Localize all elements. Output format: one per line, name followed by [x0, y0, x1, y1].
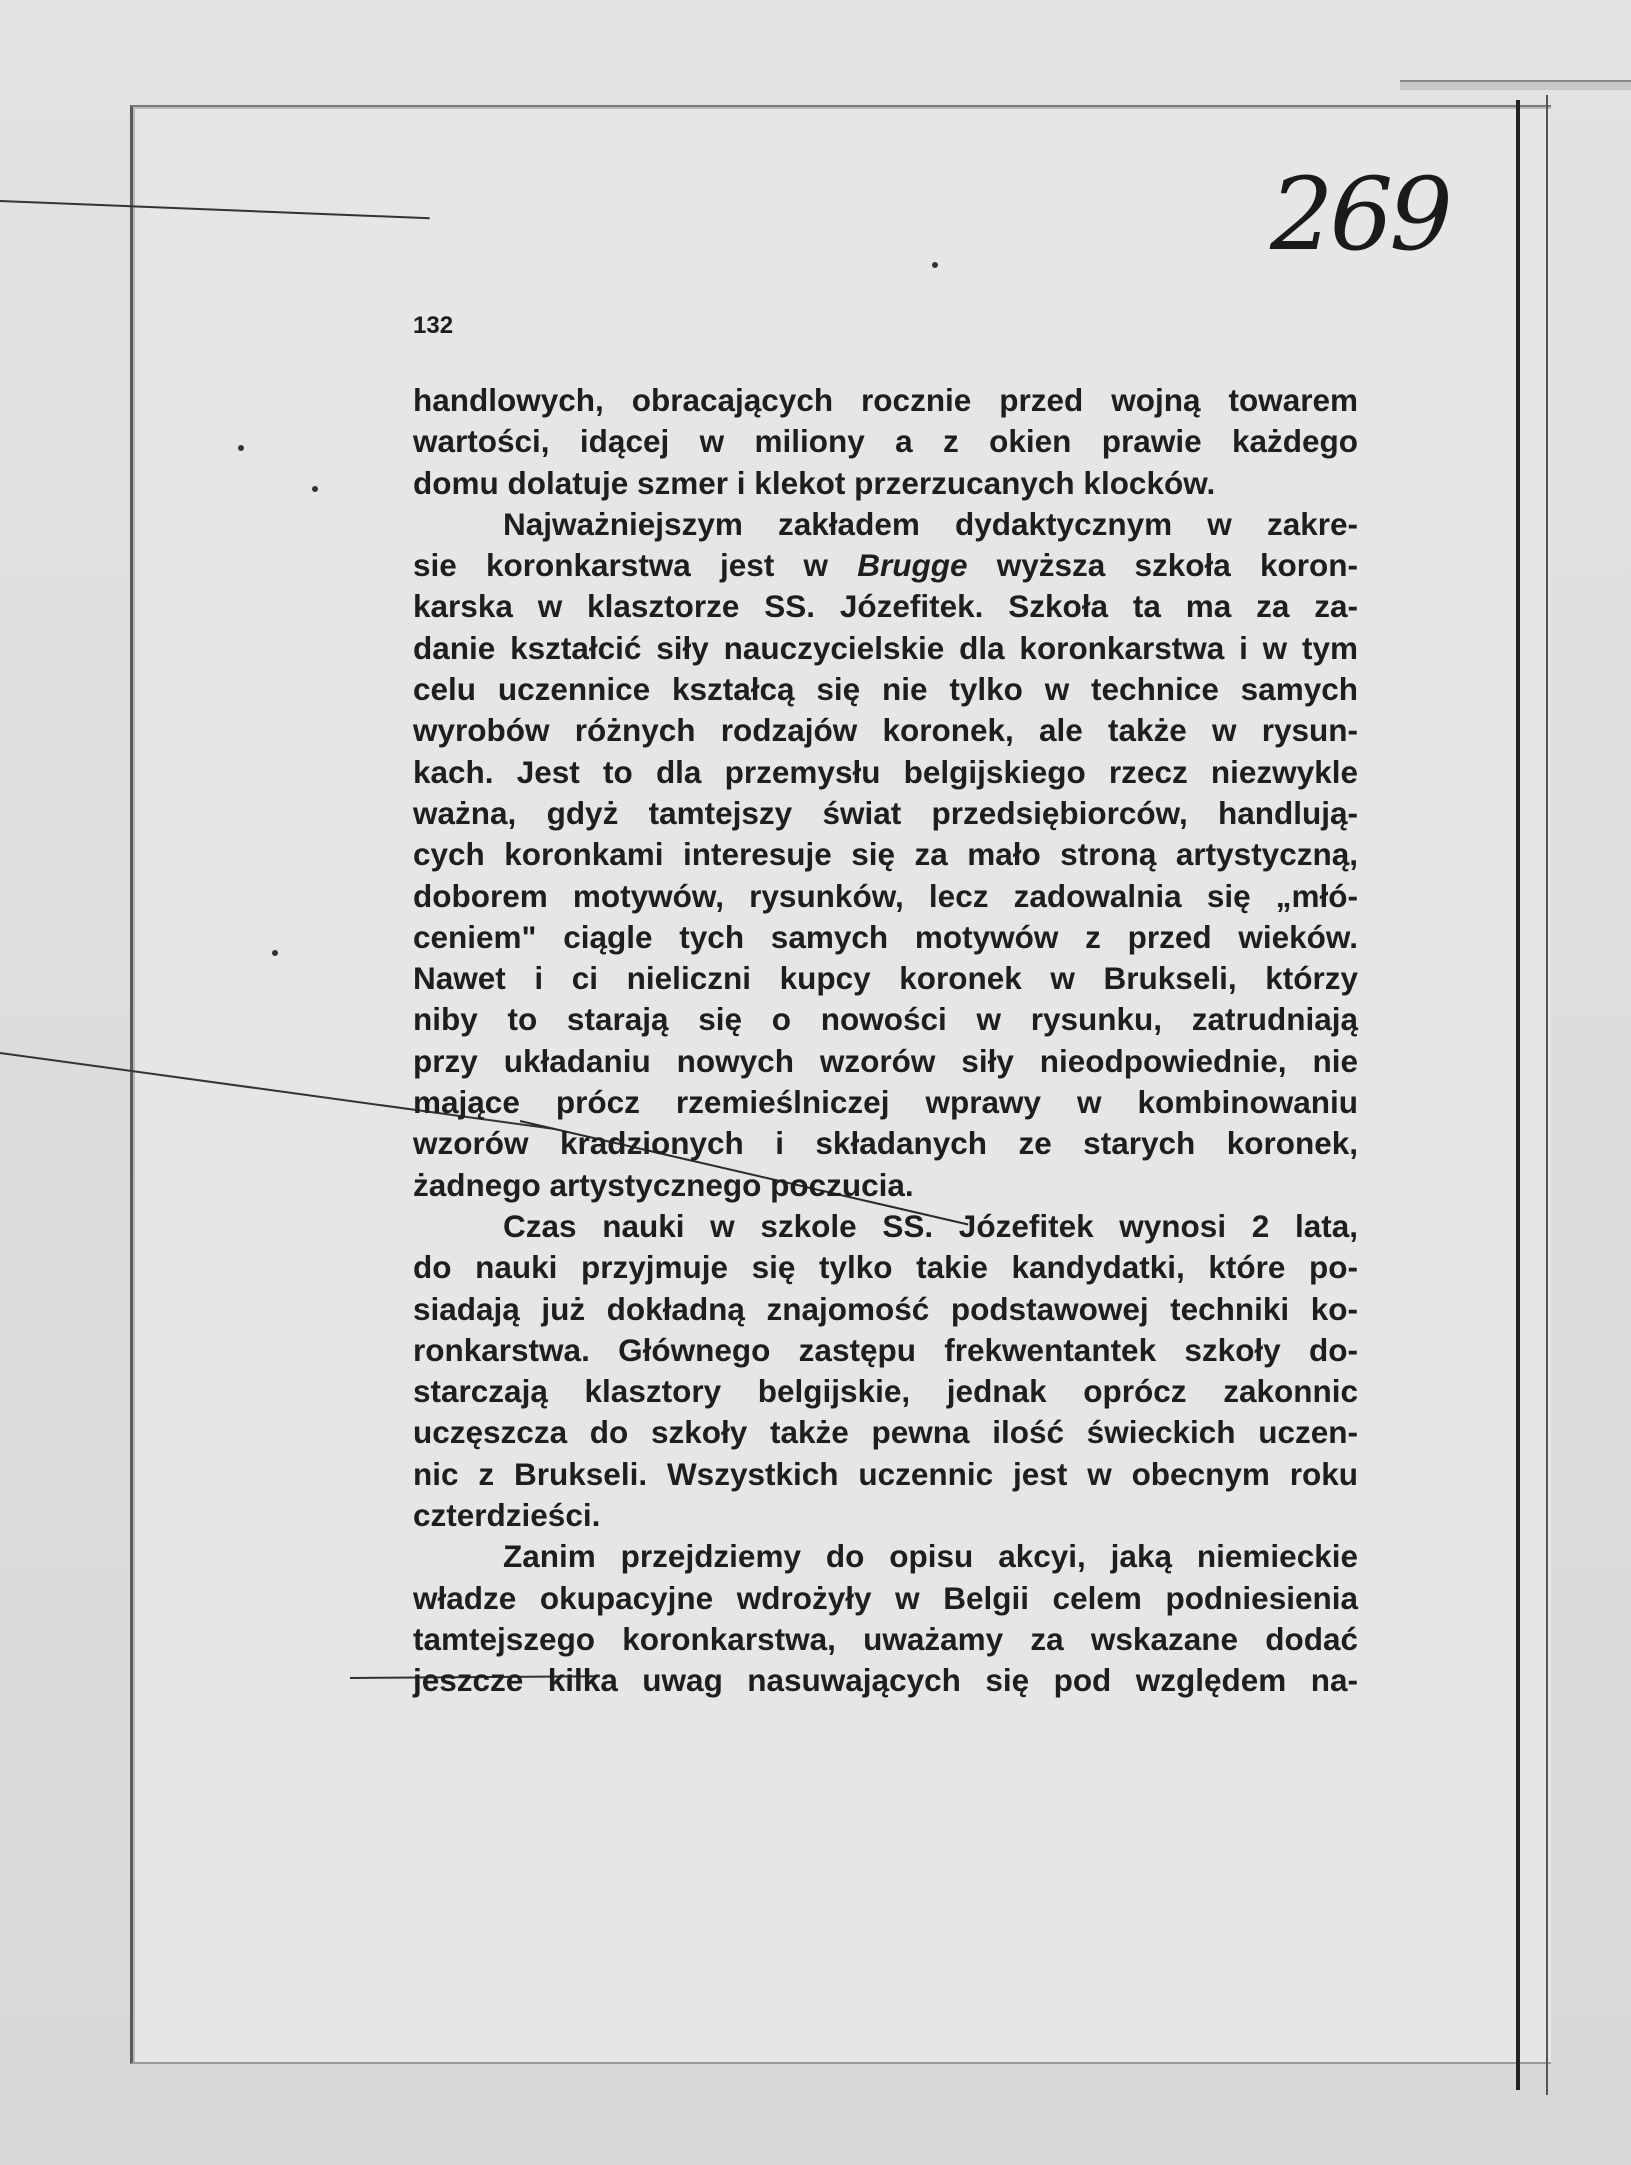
- archive-number: 269: [1270, 156, 1449, 273]
- text-segment: wyższa szkoła koron-: [996, 547, 1358, 584]
- text-line: karska w klasztorze SS. Józefitek. Szkoła ta ma za za-: [413, 588, 1358, 625]
- text-line: nic z Brukseli. Wszystkich uczennic jest w obecnym roku: [413, 1455, 1358, 1492]
- text-line: tamtejszego koronkarstwa, uważamy za wskazane dodać: [413, 1620, 1358, 1657]
- text-line: doborem motywów, rysunków, lecz zadowalnia się „młó-: [413, 877, 1358, 914]
- text-line: siadają już dokładną znajomość podstawowej techniki ko-: [413, 1290, 1358, 1327]
- text-line: danie kształcić siły nauczycielskie dla koronkarstwa i w tym: [413, 629, 1358, 666]
- text-line: wartości, idącej w miliony a z okien prawie każdego: [413, 423, 1358, 460]
- text-line: Nawet i ci nieliczni kupcy koronek w Brukseli, którzy: [413, 960, 1358, 997]
- place-name-emphasis: Brugge: [857, 547, 968, 584]
- body-text: [413, 380, 1358, 1702]
- scan-speck: [238, 445, 244, 451]
- scan-speck: [312, 486, 318, 492]
- text-line: Najważniejszym zakładem dydaktycznym w zakre-: [503, 505, 1358, 542]
- text-line: żadnego artystycznego poczucia.: [413, 1166, 914, 1203]
- text-line: ronkarstwa. Głównego zastępu frekwentantek szkoły do-: [413, 1331, 1358, 1368]
- text-line: ważna, gdyż tamtejszy świat przedsiębiorców, handlują-: [413, 794, 1358, 831]
- text-segment: sie koronkarstwa jest w: [413, 547, 829, 584]
- text-line: domu dolatuje szmer i klekot przerzucanych klocków.: [413, 464, 1216, 501]
- adjacent-page-border: [1546, 95, 1548, 2095]
- text-line: [413, 545, 1358, 586]
- text-line: mające prócz rzemieślniczej wprawy w kombinowaniu: [413, 1084, 1358, 1121]
- scan-speck: [932, 262, 938, 268]
- scan-speck: [272, 950, 278, 956]
- text-line: do nauki przyjmuje się tylko takie kandydatki, które po-: [413, 1249, 1358, 1286]
- text-line: cych koronkami interesuje się za mało stroną artystyczną,: [413, 836, 1358, 873]
- adjacent-sheet-edge: [1400, 80, 1631, 90]
- text-line: wyrobów różnych rodzajów koronek, ale także w rysun-: [413, 712, 1358, 749]
- page-border-right: [1516, 100, 1520, 2090]
- text-line: Zanim przejdziemy do opisu akcyi, jaką niemieckie: [503, 1538, 1358, 1575]
- text-line: kach. Jest to dla przemysłu belgijskiego rzecz niezwykle: [413, 753, 1358, 790]
- text-line: władze okupacyjne wdrożyły w Belgii celem podniesienia: [413, 1579, 1358, 1616]
- text-line: ceniem" ciągle tych samych motywów z przed wieków.: [413, 918, 1358, 955]
- text-line: handlowych, obracających rocznie przed wojną towarem: [413, 382, 1358, 418]
- text-line: celu uczennice kształcą się nie tylko w technice samych: [413, 671, 1358, 708]
- text-line: niby to starają się o nowości w rysunku, zatrudniają: [413, 1001, 1358, 1038]
- text-line: jeszcze kilka uwag nasuwających się pod względem na-: [413, 1662, 1358, 1699]
- text-line: czterdzieści.: [413, 1497, 601, 1534]
- text-line: przy układaniu nowych wzorów siły nieodpowiednie, nie: [413, 1042, 1358, 1079]
- text-line: Czas nauki w szkole SS. Józefitek wynosi 2 lata,: [503, 1207, 1358, 1244]
- text-line: starczają klasztory belgijskie, jednak oprócz zakonnic: [413, 1373, 1358, 1410]
- page-number: 132: [413, 312, 454, 339]
- text-line: uczęszcza do szkoły także pewna ilość świeckich uczen-: [413, 1414, 1358, 1451]
- text-line: wzorów kradzionych i składanych ze starych koronek,: [413, 1125, 1358, 1162]
